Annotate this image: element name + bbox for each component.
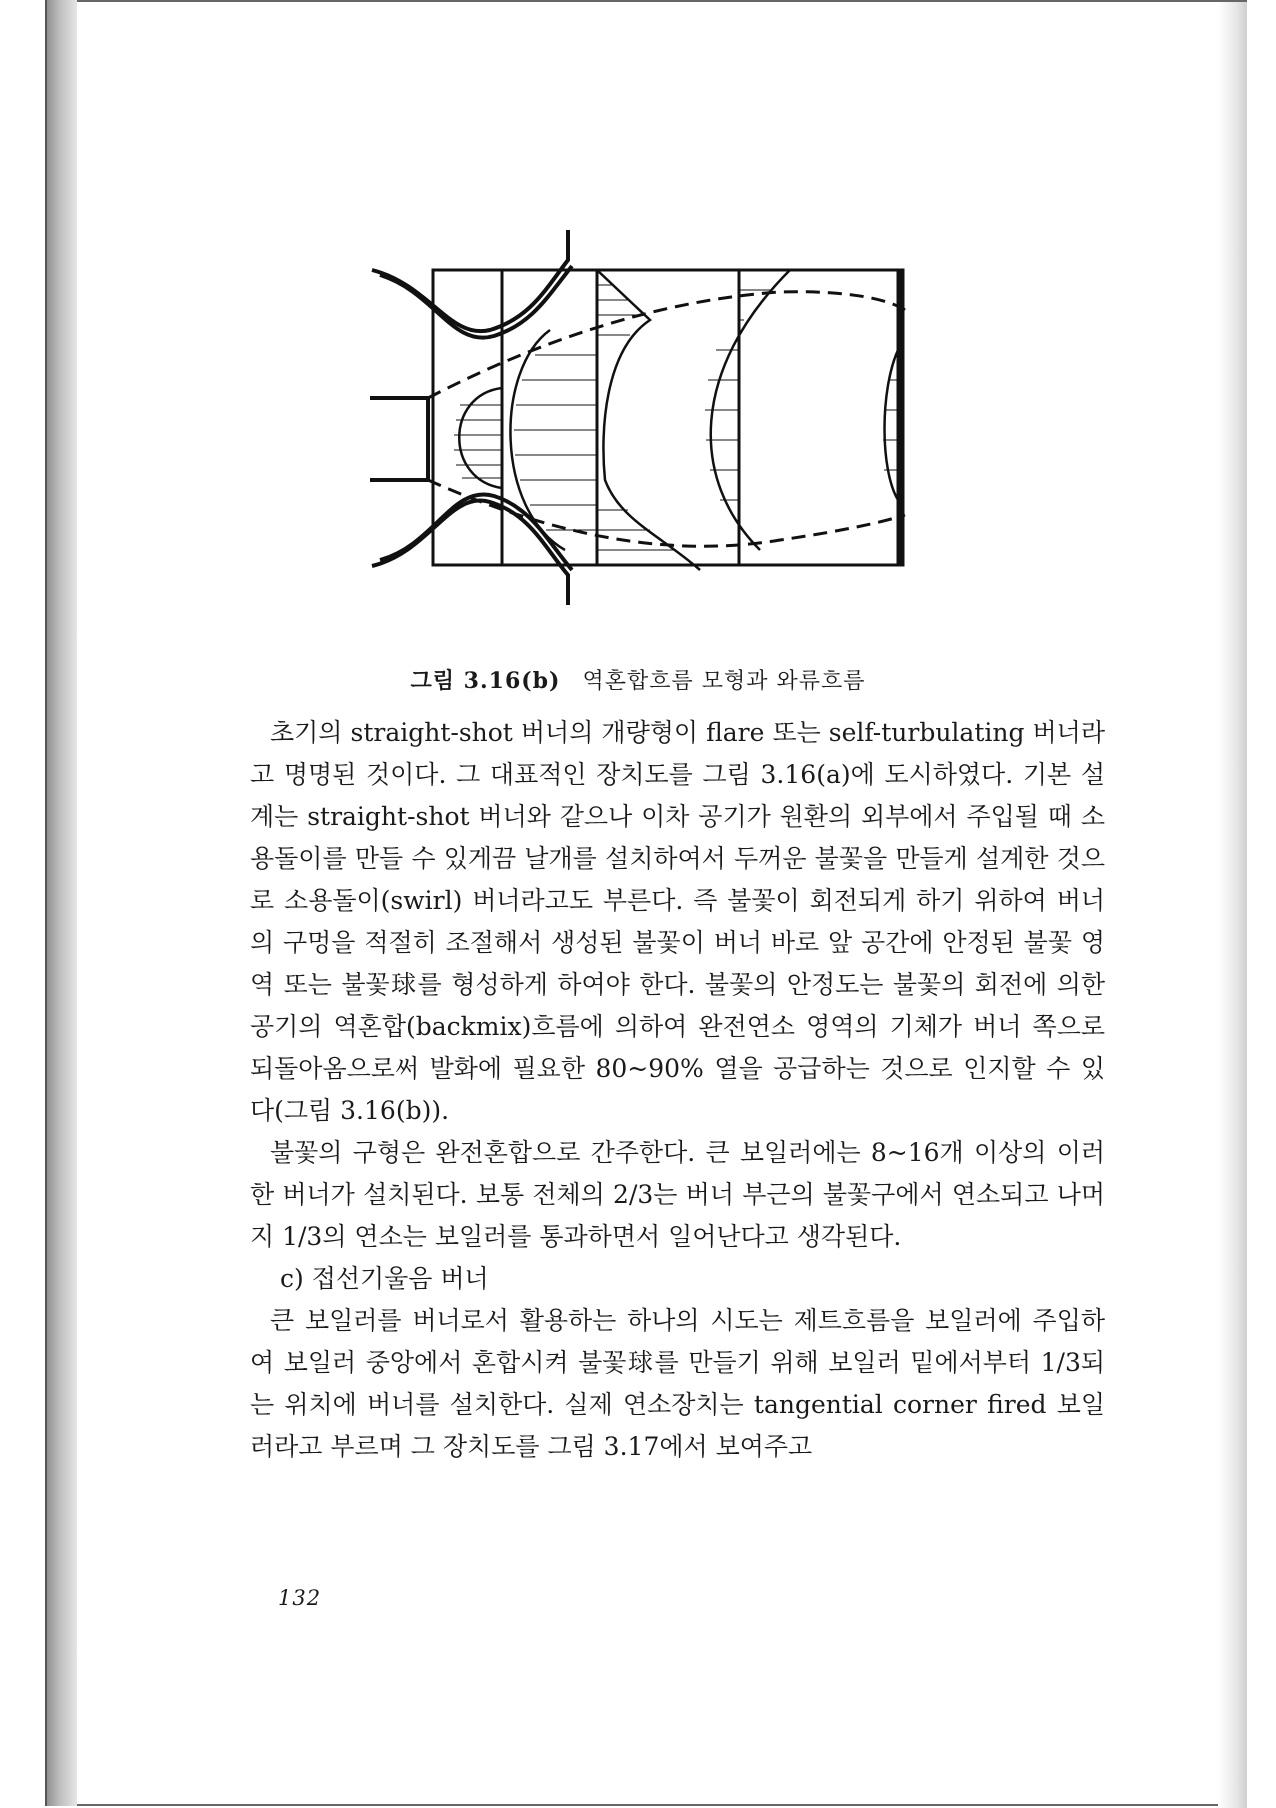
velocity-profile [597, 270, 700, 570]
figure-caption [0, 664, 1276, 695]
figure-number: 그림 3.16(b) [410, 668, 561, 694]
velocity-profile [705, 270, 790, 550]
page-edge-shade [1218, 2, 1247, 1808]
book-spine-edge [45, 0, 47, 1806]
body-text [250, 712, 1105, 1468]
section-heading: c) 접선기울음 버너 [280, 1264, 489, 1293]
book-spine-shadow [45, 0, 77, 1806]
paragraph: 불꽃의 구형은 완전혼합으로 간주한다. 큰 보일러에는 8~16개 이상의 이러한 버너가 설치된다. 보통 전체의 2/3는 버너 부근의 불꽃구에서 연소되고 나머지 1/3의 연소는 보일러를 통과하면서 일어난다고 생각된다. [250, 1138, 1105, 1251]
velocity-profile [510, 330, 597, 550]
burner-flow-figure [360, 230, 990, 650]
figure-title: 역혼합흐름 모형과 와류흐름 [582, 669, 866, 694]
backmix-swirl-diagram [360, 230, 990, 650]
paragraph: 초기의 straight-shot 버너의 개량형이 flare 또는 self-turbulating 버너라고 명명된 것이다. 그 대표적인 장치도를 그림 3.16(a)에 도시하였다. 기본 설계는 straight-shot 버너와 같으나 이차 공기가 원환의 외부에서 주입될 때 소용돌이를 만들 수 있게끔 날개를 설치하여서 두꺼운 불꽃을 만들게 설계한 것으로 소용돌이(swirl) 버너라고도 부른다. 즉 불꽃이 회전되게 하기 위하여 버너의 구멍을 적절히 조절해서 생성된 불꽃이 버너 바로 앞 공간에 안정된 불꽃 영역 또는 불꽃球를 형성하게 하여야 한다. 불꽃의 안정도는 불꽃의 회전에 의한 공기의 역혼합(backmix)흐름에 의하여 완전연소 영역의 기체가 버너 쪽으로 되돌아옴으로써 발화에 필요한 80~90% 열을 공급하는 것으로 인지할 수 있다(그림 3.16(b)). [250, 718, 1105, 1125]
page-number: 132 [278, 1586, 322, 1610]
paragraph: 큰 보일러를 버너로서 활용하는 하나의 시도는 제트흐름을 보일러에 주입하여 보일러 중앙에서 혼합시켜 불꽃球를 만들기 위해 보일러 밑에서부터 1/3되는 위치에 버너를 설치한다. 실제 연소장치는 tangential corner fired 보일러라고 부르며 그 장치도를 그림 3.17에서 보여주고 [250, 1306, 1105, 1461]
burner-nozzle [370, 230, 572, 605]
velocity-profile [454, 388, 502, 488]
flame-envelope [428, 292, 905, 547]
velocity-profile [883, 350, 898, 500]
